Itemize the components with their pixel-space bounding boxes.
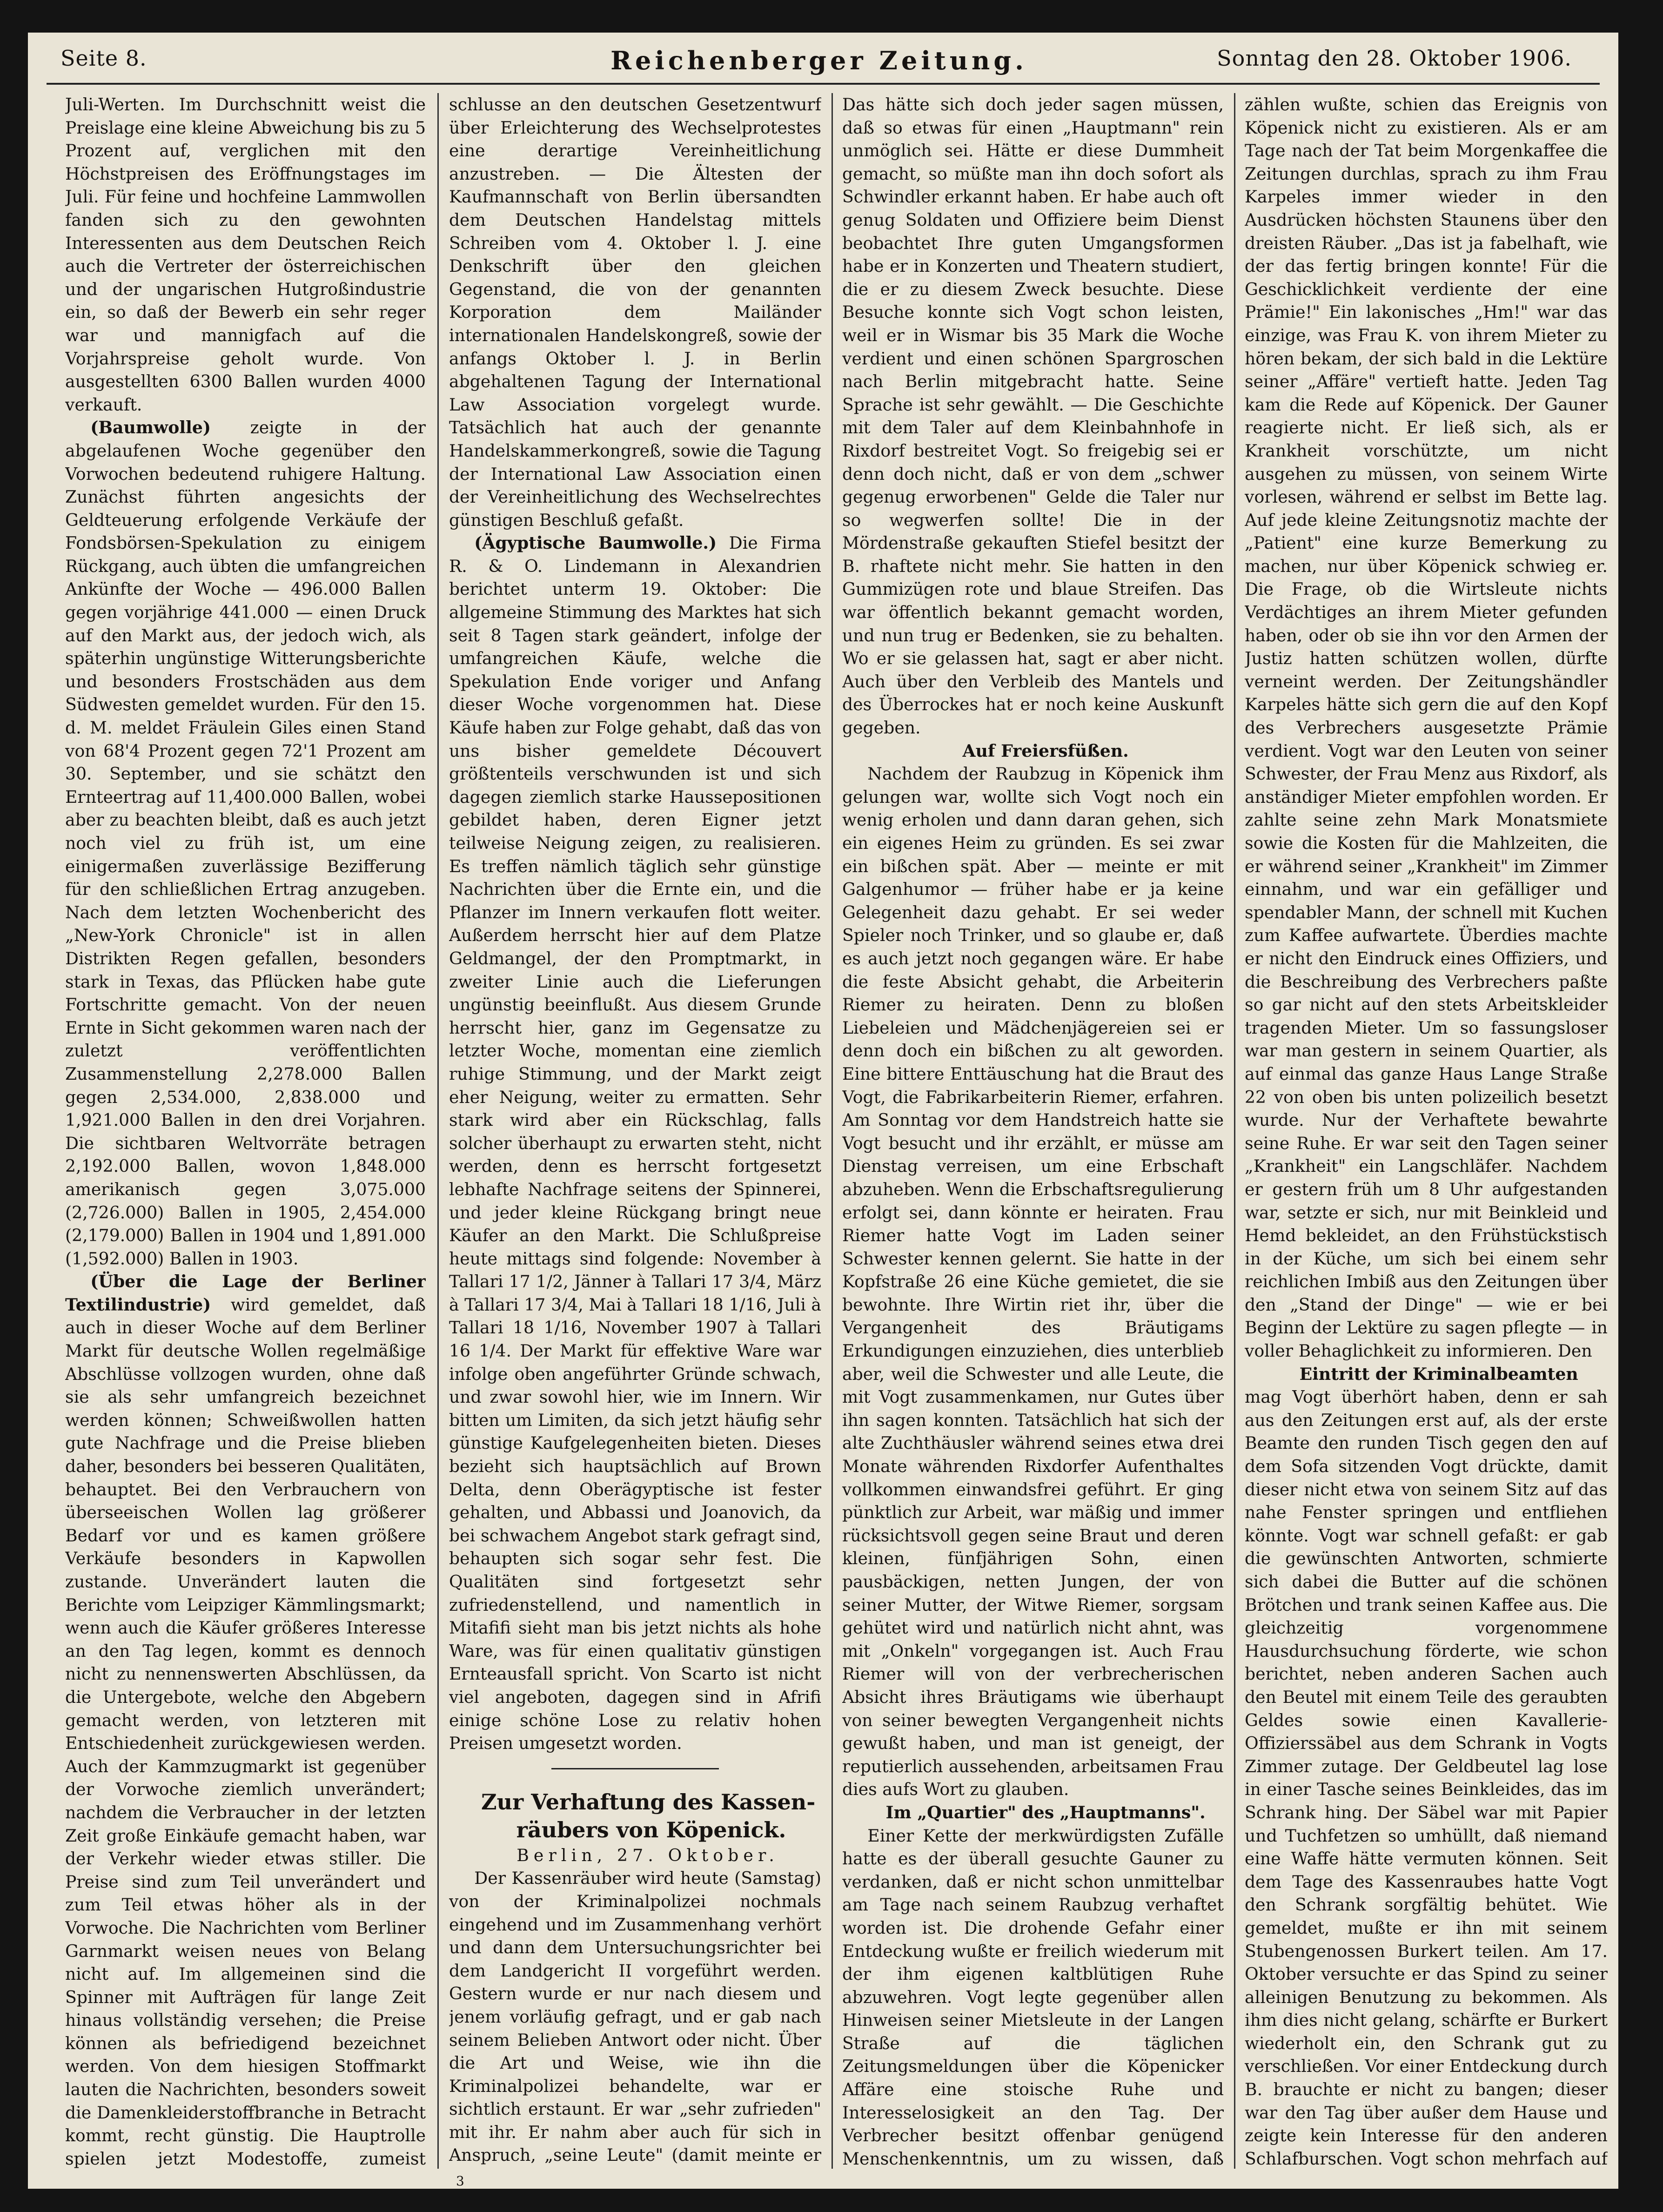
- item-title: (Über die Lage der Berliner Textilindustrie): [65, 1271, 426, 1315]
- page-number: Seite 8.: [60, 46, 147, 71]
- header-rule: [47, 83, 1600, 85]
- item-text: wird gemeldet, daß auch in dieser Woche auf dem Berliner Markt für deutsche Wollen regelmäßige Abschlüsse vollzogen wurden, ohne daß sie als sehr umfangreich bezeichnet werden können; Schweißwollen hatten gute Nachfrage und die Preise blieben daher, besonders bei besseren Qualitäten, behauptet. Bei den Verbrauchern von überseeischen Wollen lag größerer Bedarf vor und es kamen größere Verkäufe besonders in Kapwollen zustande. Unverändert lauten die Berichte vom Leipziger Kämmlingsmarkt; wenn auch die Käufer größeres Interesse an den Tag legen, kommt es dennoch nicht zu nennenswerten Abschlüssen, da die Untergebote, welche den Abgebern gemacht werden, von letzteren mit Entschiedenheit zurückgewiesen werden. Auch der Kammzugmarkt ist gegenüber der Vorwoche ziemlich unverändert; nachdem die Verbraucher in der letzten Zeit große Einkäufe gemacht haben, war der Verkehr wieder etwas stiller. Die Preise sind zum Teil unverändert und zum Teil etwas höher als in der Vorwoche. Die Nachrichten vom Berliner Garnmarkt weisen neues von Belang nicht auf. Im allgemeinen sind die Spinner mit Aufträgen für lange Zeit hinaus vollständig versehen; die Preise können als befriedigend bezeichnet werden. Von dem hiesigen Stoffmarkt lauten die Nachrichten, besonders soweit die Damenkleiderstoffbranche in Betracht kommt, recht günstig. Die Hauptrolle spielen jetzt Modestoffe, zumeist: [65, 1294, 426, 2169]
- section-separator: [551, 1768, 719, 1769]
- column-3: [842, 93, 1224, 2169]
- item-text: Die Firma R. & O. Lindemann in Alexandrien berichtet unterm 19. Oktober: Die allgemeine Stimmung des Marktes hat sich seit 8 Tagen stark geändert, infolge der umfangreichen Käufe, welche die Spekulation Ende voriger und Anfang dieser Woche vorgenommen hat. Diese Käufe haben zur Folge gehabt, daß das von uns bisher gemeldete Découvert größtenteils verschwunden ist und sich dagegen ziemlich starke Haussepositionen gebildet haben, deren Eigner jetzt teilweise Neigung zeigen, zu realisieren. Es treffen nämlich täglich sehr günstige Nachrichten über die Ernte ein, und die Pflanzer im Innern verkaufen flott weiter. Außerdem herrscht hier auf dem Platze Geldmangel, der den Promptmarkt, in zweiter Linie auch die Lieferungen ungünstig beeinflußt. Aus diesem Grunde herrscht hier, ganz im Gegensatze zu letzter Woche, momentan eine ziemlich ruhige Stimmung, und der Markt zeigt eher Neigung, weiter zu ermatten. Sehr stark wird aber ein Rückschlag, falls solcher überhaupt zu erwarten steht, nicht werden, denn es herrscht fortgesetzt lebhafte Nachfrage seitens der Spinnerei, und jeder kleine Rückgang bringt neue Käufer an den Markt. Die Schlußpreise heute mittags sind folgende: November à Tallari 17 1/2, Jänner à Tallari 17 3/4, März à Tallari 17 3/4, Mai à Tallari 18 1/16, Juli à Tallari 18 1/16, November 1907 à Tallari 16 1/4. Der Markt für effektive Ware war infolge oben angeführter Gründe schwach, und zwar sowohl hier, wie im Innern. Wir bitten um Limiten, da sich jetzt häufig sehr günstige Kaufgelegenheiten bieten. Dieses bezieht sich hauptsächlich auf Brown Delta, denn Oberägyptische ist fester gehalten, und Abbassi und Joanovich, da bei schwachem Angebot stark gefragt sind, behaupten sich sogar sehr fest. Die Qualitäten sind fortgesetzt sehr zufriedenstellend, und namentlich in Mitafifi sieht man bis jetzt nichts als hohe Ware, was für einen qualitativ günstigen Ernteausfall spricht. Von Scarto ist nicht viel angeboten, dagegen sind in Afrifi einige schöne Lose zu relativ hohen Preisen umgesetzt worden.: [449, 533, 821, 1754]
- column-divider: [437, 93, 439, 2169]
- news-item-cotton: [65, 416, 426, 1270]
- issue-date: Sonntag den 28. Oktober 1906.: [1217, 46, 1572, 71]
- subheading: Im „Quartier" des „Hauptmanns".: [885, 1802, 1206, 1822]
- column-1: [65, 93, 426, 2169]
- paragraph: Juli-Werten. Im Durchschnitt weist die Preislage eine kleine Abweichung bis zu 5 Prozent auf, verglichen mit den Höchstpreisen des Eröffnungstages im Juli. Für feine und hochfeine Lammwollen fanden sich zu den gewohnten Interessenten aus dem Deutschen Reich auch die Vertreter der österreichischen und der ungarischen Hutgroßindustrie ein, so daß der Bewerb ein sehr reger war und mannigfach auf die Vorjahrspreise geholt wurde. Von ausgestellten 6300 Ballen wurden 4000 verkauft.: [65, 94, 426, 415]
- paragraph: Das hätte sich doch jeder sagen müssen, daß so etwas für einen „Hauptmann" rein unmöglich sei. Hätte er diese Dummheit gemacht, so müßte man ihn doch sofort als Schwindler erkannt haben. Er habe auch oft genug Soldaten und Offiziere beim Dienst beobachtet Ihre guten Umgangsformen habe er in Konzerten und Theatern studiert, die er zu diesem Zweck besuchte. Diese Besuche konnte sich Vogt schon leisten, weil er in Wismar bis 35 Mark die Woche verdient und einen schönen Spargroschen nach Berlin mitgebracht hatte. Seine Sprache ist sehr gewählt. — Die Geschichte mit dem Taler auf dem Kleinbahnhofe in Rixdorf bestreitet Vogt. So freigebig sei er denn doch nicht, daß er von dem „schwer gegenug erworbenen" Gelde die Taler nur so wegwerfen sollte! Die in der Mördenstraße gekauften Stiefel besitzt der B. rhaftete nicht mehr. Sie hatten in den Gummizügen rote und blaue Streifen. Das war öffentlich bekannt gemacht worden, und nun trug er Bedenken, sie zu behalten. Wo er sie gelassen hat, sagt er aber nicht. Auch über den Verbleib des Mantels und des Überrockes hat er noch keine Auskunft gegeben.: [842, 94, 1224, 738]
- article-headline: Zur Verhaftung des Kassen-: [481, 1789, 816, 1815]
- column-2: [449, 93, 821, 2169]
- news-item-textile: [65, 1270, 426, 2169]
- column-divider: [1234, 93, 1235, 2169]
- column-4: [1245, 93, 1608, 2169]
- news-item-egyptian-cotton: [449, 531, 821, 1755]
- item-title: (Baumwolle): [90, 417, 211, 438]
- dateline: Berlin, 27. Oktober.: [516, 1845, 779, 1865]
- masthead: Reichenberger Zeitung.: [610, 46, 1027, 75]
- article-headline-2: räubers von Köpenick.: [516, 1817, 786, 1842]
- footer-mark: 3: [456, 2173, 464, 2189]
- paragraph: Einer Kette der merkwürdigsten Zufälle hatte es der überall gesuchte Gauner zu verdanken, daß er nicht schon unmittelbar am Tage nach seinem Raubzug verhaftet worden ist. Die drohende Gefahr einer Entdeckung wußte er freilich wiederum mit der ihm eigenen kaltblütigen Ruhe abzuwehren. Vogt legte gegenüber allen Hinweisen seiner Mietsleute in der Langen Straße auf die täglichen Zeitungsmeldungen über die Köpenicker Affäre eine stoische Ruhe und Interesselosigkeit an den Tag. Der Verbrecher besitzt offenbar genügend Menschenkenntnis, um zu wissen, daß: [842, 1825, 1224, 2169]
- paragraph: schlusse an den deutschen Gesetzentwurf über Erleichterung des Wechselprotestes eine derartige Vereinheitlichung anzustreben. — Die Ältesten der Kaufmannschaft von Berlin übersandten dem Deutschen Handelstag mittels Schreiben vom 4. Oktober l. J. eine Denkschrift über den gleichen Gegenstand, die von der genannten Korporation dem Mailänder internationalen Handelskongreß, sowie der anfangs Oktober l. J. in Berlin abgehaltenen Tagung der International Law Association vorgelegt wurde. Tatsächlich hat auch der genannte Handelskammerkongreß, sowie die Tagung der International Law Association einen der Vereinheitlichung des Wechselrechtes günstigen Beschluß gefaßt.: [449, 94, 821, 530]
- page-header: [28, 33, 1618, 88]
- item-title: (Ägyptische Baumwolle.): [474, 533, 717, 553]
- paragraph: Nachdem der Raubzug in Köpenick ihm gelungen war, wollte sich Vogt noch ein wenig erholen und dann daran gehen, sich ein eigenes Heim zu gründen. Es sei zwar ein bißchen spät. Aber — meinte er mit Galgenhumor — früher habe er ja keine Gelegenheit dazu gehabt. Er sei weder Spieler noch Trinker, und so glaube er, daß es auch jetzt noch gegangen wäre. Er habe die feste Absicht gehabt, die Arbeiterin Riemer zu heiraten. Denn zu bloßen Liebeleien und Mädchenjägereien sei er denn doch ein bißchen zu alt geworden. Eine bittere Enttäuschung hat die Braut des Vogt, die Fabrikarbeiterin Riemer, erfahren. Am Sonntag vor dem Handstreich hatte sie Vogt besucht und ihr erzählt, er müsse am Dienstag verreisen, um eine Erbschaft abzuheben. Wenn die Erbschaftsregulierung erfolgt sei, dann könnte er heiraten. Frau Riemer hatte Vogt im Laden seiner Schwester kennen gelernt. Sie hatte in der Kopfstraße 26 eine Küche gemietet, die sie bewohnte. Ihre Wirtin riet ihr, über die Vergangenheit des Bräutigams Erkundigungen einzuziehen, dies unterblieb aber, weil die Schwester und alle Leute, die mit Vogt zusammenkamen, nur Gutes über ihn sagen konnten. Tatsächlich hat sich der alte Zuchthäusler während seines etwa drei Monate währenden Rixdorfer Aufenthaltes vollkommen einwandsfrei geführt. Er ging pünktlich zur Arbeit, war mäßig und immer rücksichtsvoll gegen seine Braut und deren kleinen, fünfjährigen Sohn, einen pausbäckigen, netten Jungen, der von seiner Mutter, der Witwe Riemer, sorgsam gehütet wird und natürlich nicht ahnt, was mit „Onkeln" vorgegangen ist. Auch Frau Riemer will von der verbrecherischen Absicht ihres Bräutigams wie überhaupt von seiner bewegten Vergangenheit nichts gewußt haben, und man ist geneigt, der reputierlich aussehenden, arbeitsamen Frau dies aufs Wort zu glauben.: [842, 764, 1224, 1800]
- paragraph: Der Kassenräuber wird heute (Samstag) von der Kriminalpolizei nochmals eingehend und im Zusammenhang verhört und dann dem Untersuchungsrichter bei dem Landgericht II vorgeführt werden. Gestern wurde er nur nach diesem und jenem vorläufig gefragt, und er gab nach seinem Belieben Antwort oder nicht. Über die Art und Weise, wie ihn die Kriminalpolizei behandelte, war er sichtlich erstaunt. Er war „sehr zufrieden" mit ihr. Er nahm aber auch für sich in Anspruch, „seine Leute" (damit meinte er: [449, 1868, 821, 2165]
- item-text: zeigte in der abgelaufenen Woche gegenüber den Vorwochen bedeutend ruhigere Haltung. Zunächst führten angesichts der Geldteuerung erfolgende Verkäufe der Fondsbörsen-Spekulation zu einigem Rückgang, auch übten die umfangreichen Ankünfte der Woche — 496.000 Ballen gegen vorjährige 441.000 — einen Druck auf den Markt aus, der jedoch wich, als späterhin ungünstige Witterungsberichte und besonders Frostschäden aus dem Südwesten gemeldet wurden. Für den 15. d. M. meldet Fräulein Giles einen Stand von 68'4 Prozent gegen 72'1 Prozent am 30. September, und sie schätzt den Ernteertrag auf 11,400.000 Ballen, wobei aber zu beachten bleibt, daß es auch jetzt noch viel zu früh ist, um eine einigermaßen zuverlässige Bezifferung für den schließlichen Ertrag anzugeben. Nach dem letzten Wochenbericht des „New-York Chronicle" ist in allen Distrikten Regen gefallen, besonders stark in Texas, das Pflücken habe gute Fortschritte gemacht. Von der neuen Ernte in Sicht gekommen waren nach der zuletzt veröffentlichten Zusammenstellung 2,278.000 Ballen gegen 2,534.000, 2,838.000 und 1,921.000 Ballen in den drei Vorjahren. Die sichtbaren Weltvorräte betragen 2,192.000 Ballen, wovon 1,848.000 amerikanisch gegen 3,075.000 (2,726.000) Ballen in 1905, 2,454.000 (2,179.000) Ballen in 1904 und 1,891.000 (1,592.000) Ballen in 1903.: [65, 417, 426, 1269]
- subheading: Auf Freiersfüßen.: [962, 740, 1129, 761]
- paragraph: mag Vogt überhört haben, denn er sah aus den Zeitungen erst auf, als der erste Beamte den runden Tisch gegen den auf dem Sofa sitzenden Vogt drückte, damit dieser nicht etwa von seinem Sitz auf das nahe Fenster springen und entfliehen könnte. Vogt war schnell gefaßt: er gab die gewünschten Antworten, schmierte sich dabei die Butter auf die schönen Brötchen und trank seinen Kaffee aus. Die gleichzeitig vorgenommene Hausdurchsuchung förderte, wie schon berichtet, neben anderen Sachen auch den Beutel mit einem Teile des geraubten Geldes sowie einen Kavallerie-Offizierssäbel aus dem Schrank in Vogts Zimmer zutage. Der Geldbeutel lag lose in einer Tasche seines Beinkleides, das im Schrank hing. Der Säbel war mit Papier und Tuchfetzen so umhüllt, daß niemand eine Waffe hätte vermuten können. Seit dem Tage des Kassenraubes hatte Vogt den Schrank sorgfältig behütet. Wie gemeldet, mußte er ihn mit seinem Stubengenossen Burkert teilen. Am 17. Oktober versuchte er das Spind zu seiner alleinigen Benutzung zu bekommen. Als ihm dies nicht gelang, schärfte er Burkert wiederholt ein, den Schrank gut zu verschließen. Vor einer Entdeckung durch B. brauchte er nicht zu bangen; dieser war den Tag über außer dem Hause und zeigte kein Interesse für den anderen Schlafburschen. Vogt schon mehrfach auf: [1245, 1387, 1608, 2169]
- paragraph: zählen wußte, schien das Ereignis von Köpenick nicht zu existieren. Als er am Tage nach der Tat beim Morgenkaffee die Zeitungen durchlas, sprach zu ihm Frau Karpeles immer wieder in den Ausdrücken höchsten Staunens über den dreisten Räuber. „Das ist ja fabelhaft, wie der das fertig bringen konnte! Für die Geschicklichkeit verdiente der eine Prämie!" Ein lakonisches „Hm!" war das einzige, was Frau K. von ihrem Mieter zu hören bekam, der sich bald in die Lektüre seiner „Affäre" vertieft hatte. Jeden Tag kam die Rede auf Köpenick. Der Gauner reagierte nicht. Er ließ sich, als er Krankheit vorschützte, um nicht ausgehen zu müssen, von seinem Wirte vorlesen, während er selbst im Bette lag. Auf jede kleine Zeitungsnotiz machte der „Patient" eine kurze Bemerkung zu machen, nur über Köpenick schwieg er. Die Frage, ob die Wirtsleute nichts Verdächtiges an ihrem Mieter gefunden haben, oder ob sie ihn vor den Armen der Justiz hatten schützen wollen, dürfte verneint werden. Der Zeitungshändler Karpeles hätte sich gern die auf den Kopf des Verbrechers ausgesetzte Prämie verdient. Vogt war den Leuten von seiner Schwester, der Frau Menz aus Rixdorf, als anständiger Mieter empfohlen worden. Er zahlte seine zehn Mark Monatsmiete sowie die Kosten für die Mahlzeiten, die er während seiner „Krankheit" im Zimmer einnahm, und war ein gefälliger und spendabler Mann, der schnell mit Kuchen zum Kaffee aufwartete. Überdies machte er nicht den Eindruck eines Offiziers, und die Beschreibung des Verbrechers paßte so gar nicht auf den stets Arbeitskleider tragenden Mieter. Um so fassungsloser war man gestern in seinem Quartier, als auf einmal das ganze Haus Lange Straße 22 von oben bis unten polizeilich besetzt wurde. Nur der Verhaftete bewahrte seine Ruhe. Er war seit den Tagen seiner „Krankheit" ein Langschläfer. Nachdem er gestern früh um 8 Uhr aufgestanden war, setzte er sich, nur mit Beinkleid und Hemd bekleidet, an den Frühstückstisch in der Küche, um sich bei einem sehr reichlichen Imbiß aus den Zeitungen über den „Stand der Dinge" — wie er bei Beginn der Lektüre zu sagen pflegte — in voller Behaglichkeit zu informieren. Den: [1245, 94, 1608, 1361]
- column-divider: [832, 93, 833, 2169]
- subheading: Eintritt der Kriminalbeamten: [1299, 1364, 1578, 1384]
- newspaper-page: [28, 33, 1618, 2189]
